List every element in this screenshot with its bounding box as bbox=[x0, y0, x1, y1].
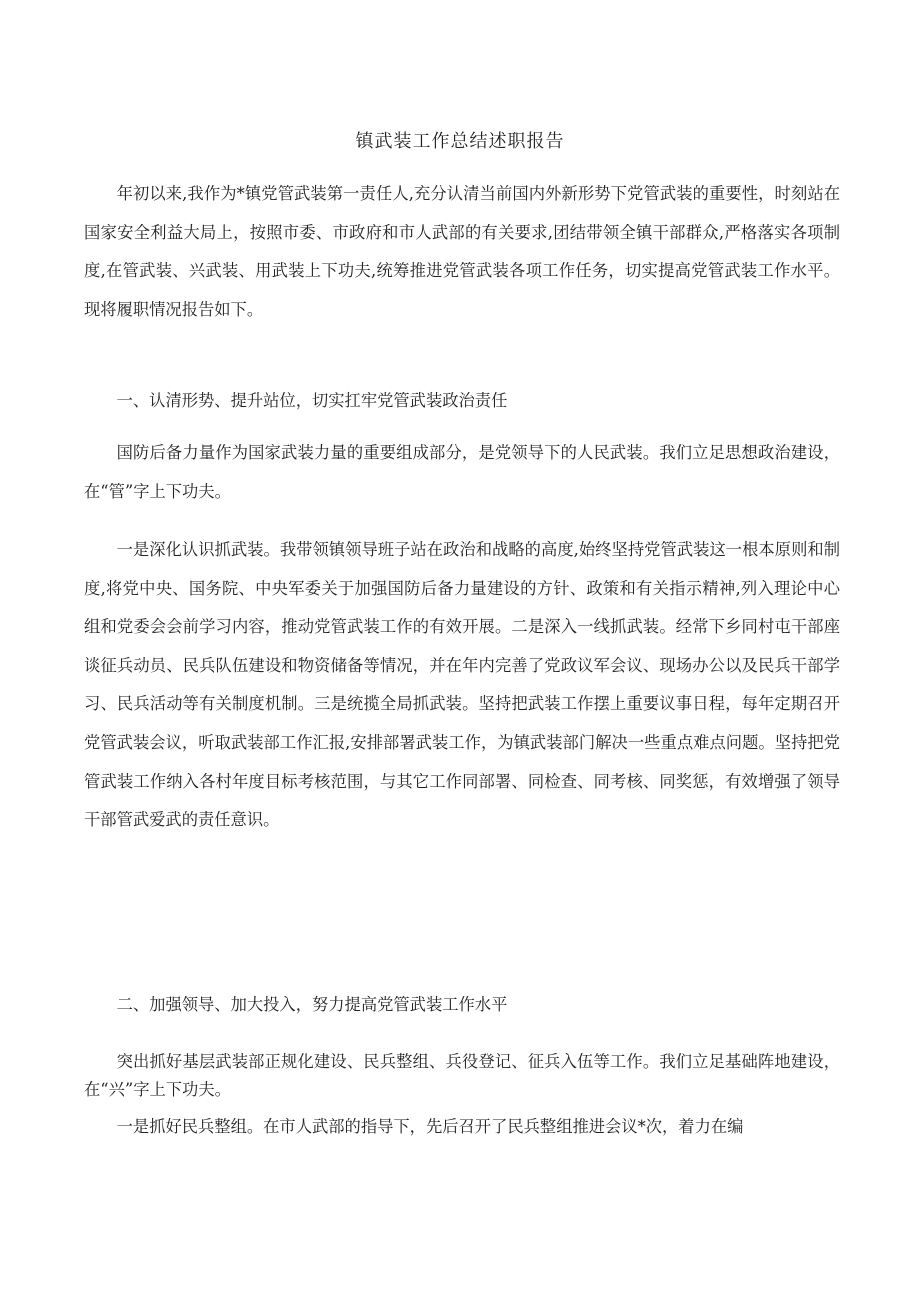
paragraph-intro: 年初以来,我作为*镇党管武装第一责任人,充分认清当前国内外新形势下党管武装的重要性，时刻站在国家安全利益大局上，按照市委、市政府和市人武部的有关要求,团结带领全镇干部群众,严格落实各项制度,在管武装、兴武装、用武装上下功夫,统筹推进党管武装各项工作任务，切实提高党管武装工作水平。现将履职情况报告如下。 bbox=[84, 184, 840, 319]
paragraph-2: 一是深化认识抓武装。我带领镇领导班子站在政治和战略的高度,始终坚持党管武装这一根本原则和制度,将党中央、国务院、中央军委关于加强国防后备力量建设的方针、政策和有关指示精神,列入理论中心组和党委会会前学习内容，推动党管武装工作的有效开展。二是深入一线抓武装。经常下乡同村屯干部座谈征兵动员、民兵队伍建设和物资储备等情况，并在年内完善了党政议军会议、现场办公以及民兵干部学习、民兵活动等有关制度机制。三是统揽全局抓武装。坚持把武装工作摆上重要议事日程，每年定期召开党管武装会议，听取武装部工作汇报,安排部署武装工作，为镇武装部门解决一些重点难点问题。坚持把党管武装工作纳入各村年度目标考核范围，与其它工作同部署、同检查、同考核、同奖惩，有效增强了领导干部管武爱武的责任意识。 bbox=[84, 540, 840, 830]
paragraph-1: 国防后备力量作为国家武装力量的重要组成部分，是党领导下的人民武装。我们立足思想政治建设，在“管”字上下功夫。 bbox=[84, 443, 840, 501]
section-heading-1: 一、认清形势、提升站位，切实扛牢党管武装政治责任 bbox=[116, 391, 508, 410]
paragraph-3: 突出抓好基层武装部正规化建设、民兵整组、兵役登记、征兵入伍等工作。我们立足基础阵地建设，在“兴”字上下功夫。 bbox=[84, 1052, 840, 1099]
document-title: 镇武装工作总结述职报告 bbox=[355, 131, 565, 152]
paragraph-4: 一是抓好民兵整组。在市人武部的指导下，先后召开了民兵整组推进会议*次，着力在编 bbox=[116, 1117, 744, 1136]
section-heading-2: 二、加强领导、加大投入，努力提高党管武装工作水平 bbox=[116, 995, 508, 1014]
